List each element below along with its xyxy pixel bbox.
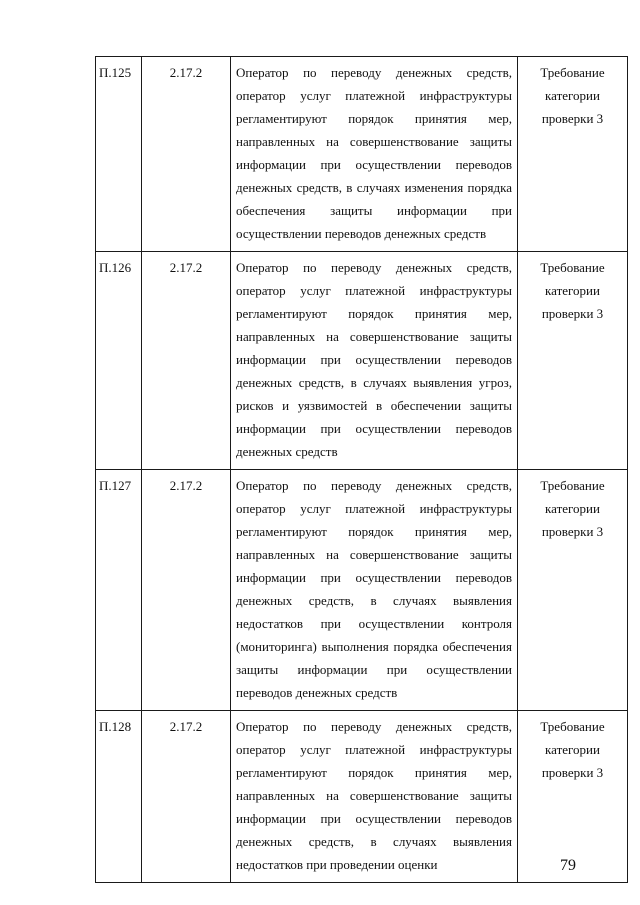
table-row [96,57,628,252]
section-number: 2.17.2 [142,711,231,883]
table-row [96,711,628,883]
requirement-text: Оператор по переводу денежных средств, оператор услуг платежной инфраструктуры регламентируют порядок принятия мер, направленных на совершенствование защиты информации при осуществлении переводов денежных средств, в случаях выявления недостатков при осуществлении контроля (мониторинга) выполнения порядка обеспечения защиты информации при осуществлении переводов денежных средств [231,470,518,711]
requirement-id: П.126 [96,252,142,470]
requirement-category: Требование категории проверки 3 [518,57,628,252]
section-number: 2.17.2 [142,57,231,252]
requirement-text: Оператор по переводу денежных средств, оператор услуг платежной инфраструктуры регламентируют порядок принятия мер, направленных на совершенствование защиты информации при осуществлении переводов денежных средств, в случаях выявления недостатков при проведении оценки [231,711,518,883]
requirements-table [95,56,628,883]
table-row [96,252,628,470]
requirement-category: Требование категории проверки 3 [518,470,628,711]
requirement-id: П.127 [96,470,142,711]
page-number: 79 [560,857,576,874]
requirement-id: П.128 [96,711,142,883]
section-number: 2.17.2 [142,470,231,711]
requirements-table-body [96,57,628,883]
section-number: 2.17.2 [142,252,231,470]
requirement-id: П.125 [96,57,142,252]
requirement-category: Требование категории проверки 3 [518,711,628,883]
requirement-text: Оператор по переводу денежных средств, оператор услуг платежной инфраструктуры регламентируют порядок принятия мер, направленных на совершенствование защиты информации при осуществлении переводов денежных средств, в случаях изменения порядка обеспечения защиты информации при осуществлении переводов денежных средств [231,57,518,252]
table-row [96,470,628,711]
requirement-category: Требование категории проверки 3 [518,252,628,470]
requirement-text: Оператор по переводу денежных средств, оператор услуг платежной инфраструктуры регламентируют порядок принятия мер, направленных на совершенствование защиты информации при осуществлении переводов денежных средств, в случаях выявления угроз, рисков и уязвимостей в обеспечении защиты информации при осуществлении переводов денежных средств [231,252,518,470]
